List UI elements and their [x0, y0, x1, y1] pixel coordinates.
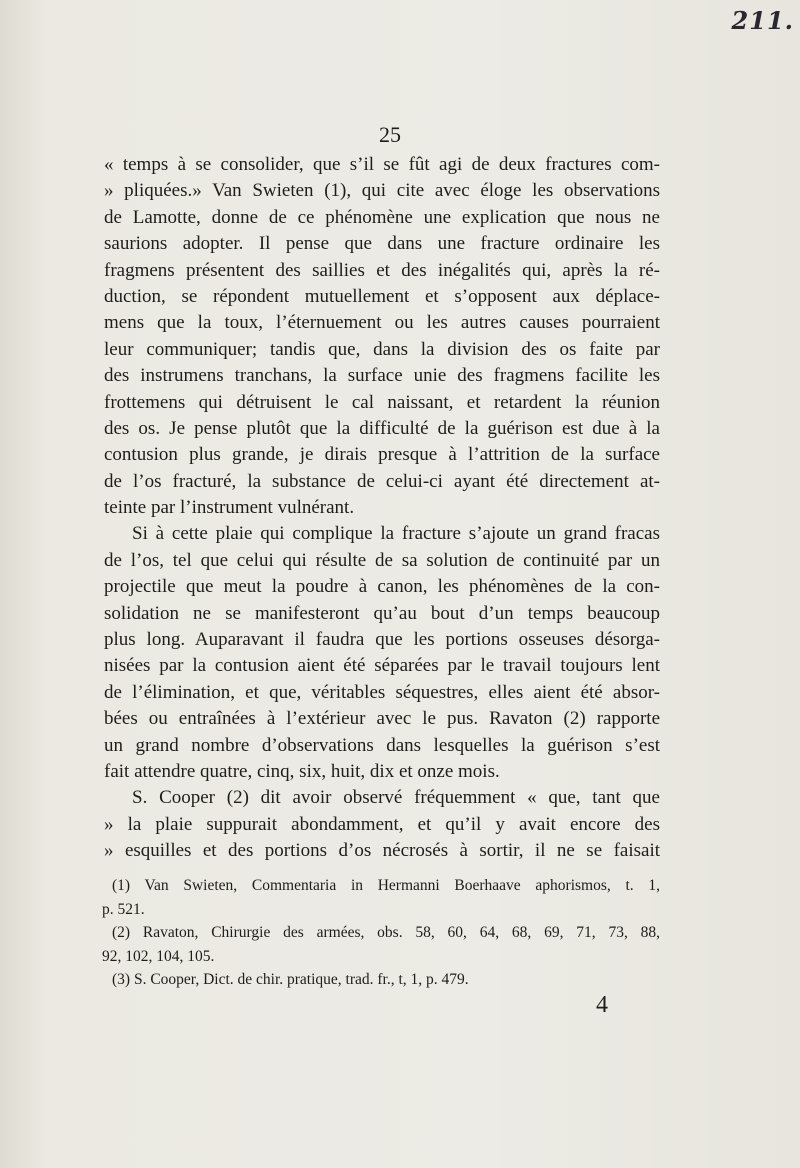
text-line: bées ou entraînées à l’extérieur avec le pus. Ravaton (2) rapporte — [104, 708, 660, 730]
text-line: saurions adopter. Il pense que dans une fracture ordinaire les — [104, 233, 660, 255]
paragraph-2 — [104, 521, 660, 785]
text-line: » la plaie suppurait abondamment, et qu’il y avait encore des — [104, 813, 660, 835]
signature-mark: 4 — [596, 992, 608, 1018]
page-number: 25 — [379, 122, 401, 147]
text-line: duction, se répondent mutuellement et s’opposent aux déplace- — [104, 285, 660, 307]
footnote-1 — [102, 874, 660, 921]
body-text — [104, 152, 660, 865]
text-line: des os. Je pense plutôt que la difficulté de la guérison est due à la — [104, 417, 660, 439]
text-line: de Lamotte, donne de ce phénomène une explication que nous ne — [104, 206, 660, 228]
text-line: projectile que meut la poudre à canon, les phénomènes de la con- — [104, 576, 660, 598]
text-line: de l’os, tel que celui qui résulte de sa solution de continuité par un — [104, 549, 660, 571]
text-line: fait attendre quatre, cinq, six, huit, dix et onze mois. — [104, 760, 500, 782]
footnote-2 — [102, 921, 660, 968]
footnotes — [102, 874, 660, 992]
text-line: S. Cooper (2) dit avoir observé fréquemment « que, tant que — [132, 787, 660, 809]
footnote-line: p. 521. — [102, 900, 145, 918]
text-line: Si à cette plaie qui complique la fracture s’ajoute un grand fracas — [132, 523, 660, 545]
footnote-line: 92, 102, 104, 105. — [102, 947, 215, 965]
footnote-line: (3) S. Cooper, Dict. de chir. pratique, trad. fr., t, 1, p. 479. — [112, 971, 469, 988]
text-line: de l’os fracturé, la substance de celui-ci ayant été directement at- — [104, 470, 660, 492]
paragraph-3 — [104, 785, 660, 864]
footnote-3 — [112, 968, 660, 992]
text-line: « temps à se consolider, que s’il se fût agi de deux fractures com- — [104, 154, 660, 175]
text-line: » esquilles et des portions d’os nécrosés à sortir, il ne se faisait — [104, 840, 660, 862]
text-line: contusion plus grande, je dirais presque à l’attrition de la surface — [104, 444, 660, 466]
paragraph-1 — [104, 152, 660, 521]
text-line: frottemens qui détruisent le cal naissant, et retardent la réunion — [104, 391, 660, 413]
text-line: leur communiquer; tandis que, dans la division des os faite par — [104, 338, 660, 360]
text-line: solidation ne se manifesteront qu’au bout d’un temps beaucoup — [104, 602, 660, 624]
footnote-line: (2) Ravaton, Chirurgie des armées, obs. 58, 60, 64, 68, 69, 71, 73, 88, — [112, 924, 660, 941]
text-line: un grand nombre d’observations dans lesquelles la guérison s’est — [104, 734, 660, 756]
text-line: fragmens présentent des saillies et des inégalités qui, après la ré- — [104, 259, 660, 281]
text-line: de l’élimination, et que, véritables séquestres, elles aient été absor- — [104, 681, 660, 703]
text-line: des instrumens tranchans, la surface unie des fragmens facilite les — [104, 365, 660, 387]
text-line: mens que la toux, l’éternuement ou les autres causes pourraient — [104, 312, 660, 334]
text-line: nisées par la contusion aient été séparées par le travail toujours lent — [104, 655, 660, 677]
text-line: plus long. Auparavant il faudra que les portions osseuses désorga- — [104, 629, 660, 651]
text-line: teinte par l’instrument vulnérant. — [104, 497, 355, 519]
footnote-line: (1) Van Swieten, Commentaria in Hermanni Boerhaave aphorismos, t. 1, — [112, 877, 660, 894]
text-line: » pliquées.» Van Swieten (1), qui cite avec éloge les observations — [104, 180, 660, 202]
handwritten-folio: 211. — [731, 6, 794, 35]
